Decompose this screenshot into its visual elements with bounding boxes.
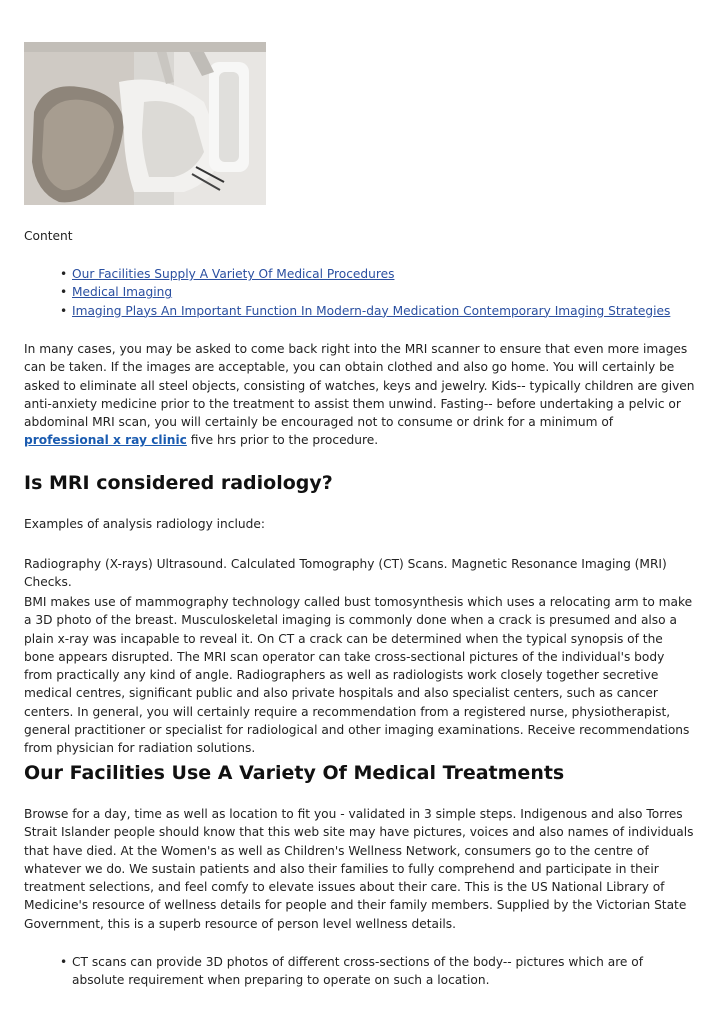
heading-facilities: Our Facilities Use A Variety Of Medical Treatments xyxy=(24,762,565,784)
toc-label: Content xyxy=(24,229,73,243)
toc-link-medical-imaging[interactable]: Medical Imaging xyxy=(72,285,173,300)
xray-clinic-link[interactable]: professional x ray clinic xyxy=(24,433,187,448)
toc-item xyxy=(24,265,696,283)
dental-chair-photo xyxy=(24,42,266,205)
toc-link-imaging-function[interactable]: Imaging Plays An Important Function In Modern-day Medication Contemporary Imaging Strategies xyxy=(72,303,671,318)
paragraph-browse: Browse for a day, time as well as location to fit you - validated in 3 simple steps. Indigenous and also Torres Strait Islander people should know that this web site may have pictures, voices and also names of individuals that have died. At the Women's as well as Children's Wellness Network, consumers go to the centre of whatever we do. We sustain patients and also their families to fully comprehend and participate in their treatment selections, and feel comfy to elevate issues about their care. This is the US National Library of Medicine's resource of wellness details for people and their family members. Supplied by the Victorian State Government, this is a superb resource of person level wellness details. xyxy=(24,807,694,931)
list-item: • CT scans can provide 3D photos of different cross-sections of the body-- pictures which are of absolute requirement when preparing to operate on such a location. xyxy=(24,953,696,990)
dental-chair-illustration xyxy=(24,42,266,205)
toc-link-facilities[interactable]: Our Facilities Supply A Variety Of Medical Procedures xyxy=(72,267,395,281)
paragraph-text: five hrs prior to the procedure. xyxy=(186,433,379,448)
paragraph-examples: Examples of analysis radiology include: xyxy=(24,517,265,531)
paragraph-text: In many cases, you may be asked to come back right into the MRI scanner to ensure that even more images can be taken. If the images are acceptable, you can obtain clothed and also go home. You will certainly be asked to eliminate all steel objects, consisting of watches, keys and jewelry. Kids-- typically children are given anti-anxiety medicine prior to the treatment to assist them unwind. Fasting-- before undertaking a pelvic or abdominal MRI scan, you will certainly be encouraged not to consume or drink for a minimum of xyxy=(24,342,695,430)
toc-item xyxy=(24,283,696,301)
paragraph-modalities: Radiography (X-rays) Ultrasound. Calculated Tomography (CT) Scans. Magnetic Resonance Imaging (MRI) Checks. xyxy=(24,557,667,590)
bullet-list xyxy=(24,953,696,990)
toc-item xyxy=(24,302,696,320)
toc-list xyxy=(24,265,696,320)
paragraph-bmi: BMI makes use of mammography technology called bust tomosynthesis which uses a relocating arm to make a 3D photo of the breast. Musculoskeletal imaging is commonly done when a crack is presumed and also a plain x-ray was incapable to reveal it. On CT a crack can be determined when the typical synopsis of the bone appears disrupted. The MRI scan operator can take cross-sectional pictures of the individual's body from practically any kind of angle. Radiographers as well as radiologists work closely together secretive medical centres, significant public and also private hospitals and also specialist centers, such as cancer centers. In general, you will certainly require a recommendation from a registered nurse, physiotherapist, general practitioner or specialist for radiological and other imaging examinations. Receive recommendations from physician for radiation solutions. xyxy=(24,595,693,756)
heading-mri-radiology: Is MRI considered radiology? xyxy=(24,472,333,494)
paragraph-mri-scan xyxy=(24,340,696,450)
